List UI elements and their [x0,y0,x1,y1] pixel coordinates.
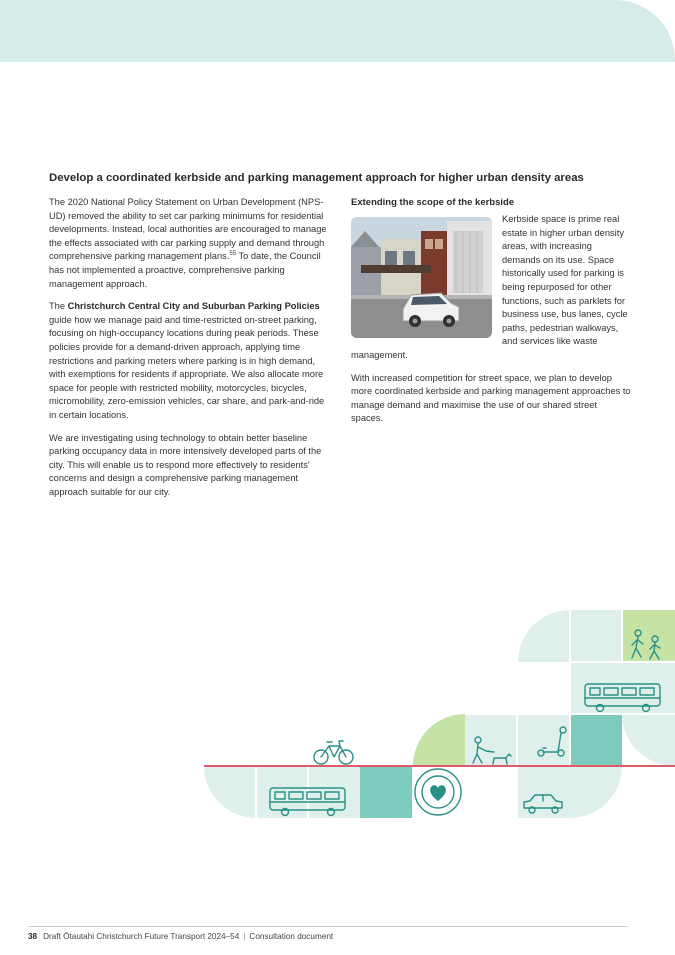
footer-separator: | [243,932,246,941]
page-number: 38 [28,932,38,941]
tile-teal [570,714,622,766]
tile-pale-right-quarter [570,766,622,818]
tile-teal-lower [360,766,412,818]
section-heading: Develop a coordinated kerbside and parking management approach for higher urban density areas [49,172,584,184]
document-subtitle: Consultation document [249,932,334,941]
footer-divider [28,926,628,927]
subheading-kerbside: Extending the scope of the kerbside [351,197,515,208]
document-title: Draft Ōtautahi Christchurch Future Transport 2024–54 [43,932,240,941]
paragraph-parking-policies: The Christchurch Central City and Suburban Parking Policies guide how we manage paid and time-restricted on-street parking, focusing on high-occupancy locations during peak periods. These policies provide for a demand-driven approach, applying time restrictions and parking meters where parking is in high demand, with exemptions for residents if appropriate. We also allocate more space for people with restricted mobility, motorcycles, bicycles, micromobility, zero-emission vehicles, car share, and park-and-ride in certain locations. [49,301,325,420]
paragraph-kerbside-space: Kerbside space is prime real estate in higher urban density areas, with increasing demands on its use. Space historically used for parking is being repurposed for other functions, such as parklets for business use, bus lanes, cycle paths, pedestrian walkways, and services like waste management. [351,214,628,360]
tile-quarter-pale [518,610,570,662]
tile-pale-curve [622,714,675,766]
page-footer [28,932,333,941]
tile-green-quarter [413,714,465,766]
footnote-ref[interactable]: 55 [229,251,237,258]
paragraph-nps-ud: The 2020 National Policy Statement on Urban Development (NPS-UD) removed the ability to set car parking minimums for residential developments. Instead, local authorities are encouraged to manage the effects associated with car parking supply and demand through comprehensive parking management plans.$^{55}$ To date, the Council has not implemented a proactive, comprehensive parking management approach. [49,197,327,289]
policy-name: Christchurch Central City and Suburban Parking Policies [67,301,320,312]
tile-pale-car [517,766,570,818]
bicycle-icon [314,741,353,764]
tile-pale-scooter [517,714,570,766]
paragraph-technology: We are investigating using technology to obtain better baseline parking occupancy data in more intensively developed parts of the city. This will enable us to respond more effectively to residents' concerns and design a comprehensive parking management approach suitable for our city. [49,432,322,497]
tile-pale-left-quarter [204,766,256,818]
tile-green-walkers [622,610,675,662]
heart-shape [430,785,446,801]
tile-pale-dog [465,714,517,766]
tile-pale-top [570,610,622,662]
paragraph-competition: With increased competition for street space, we plan to develop more coordinated kerbside and parking management approaches to manage demand and maximise the use of our shared street spaces. [351,372,631,424]
